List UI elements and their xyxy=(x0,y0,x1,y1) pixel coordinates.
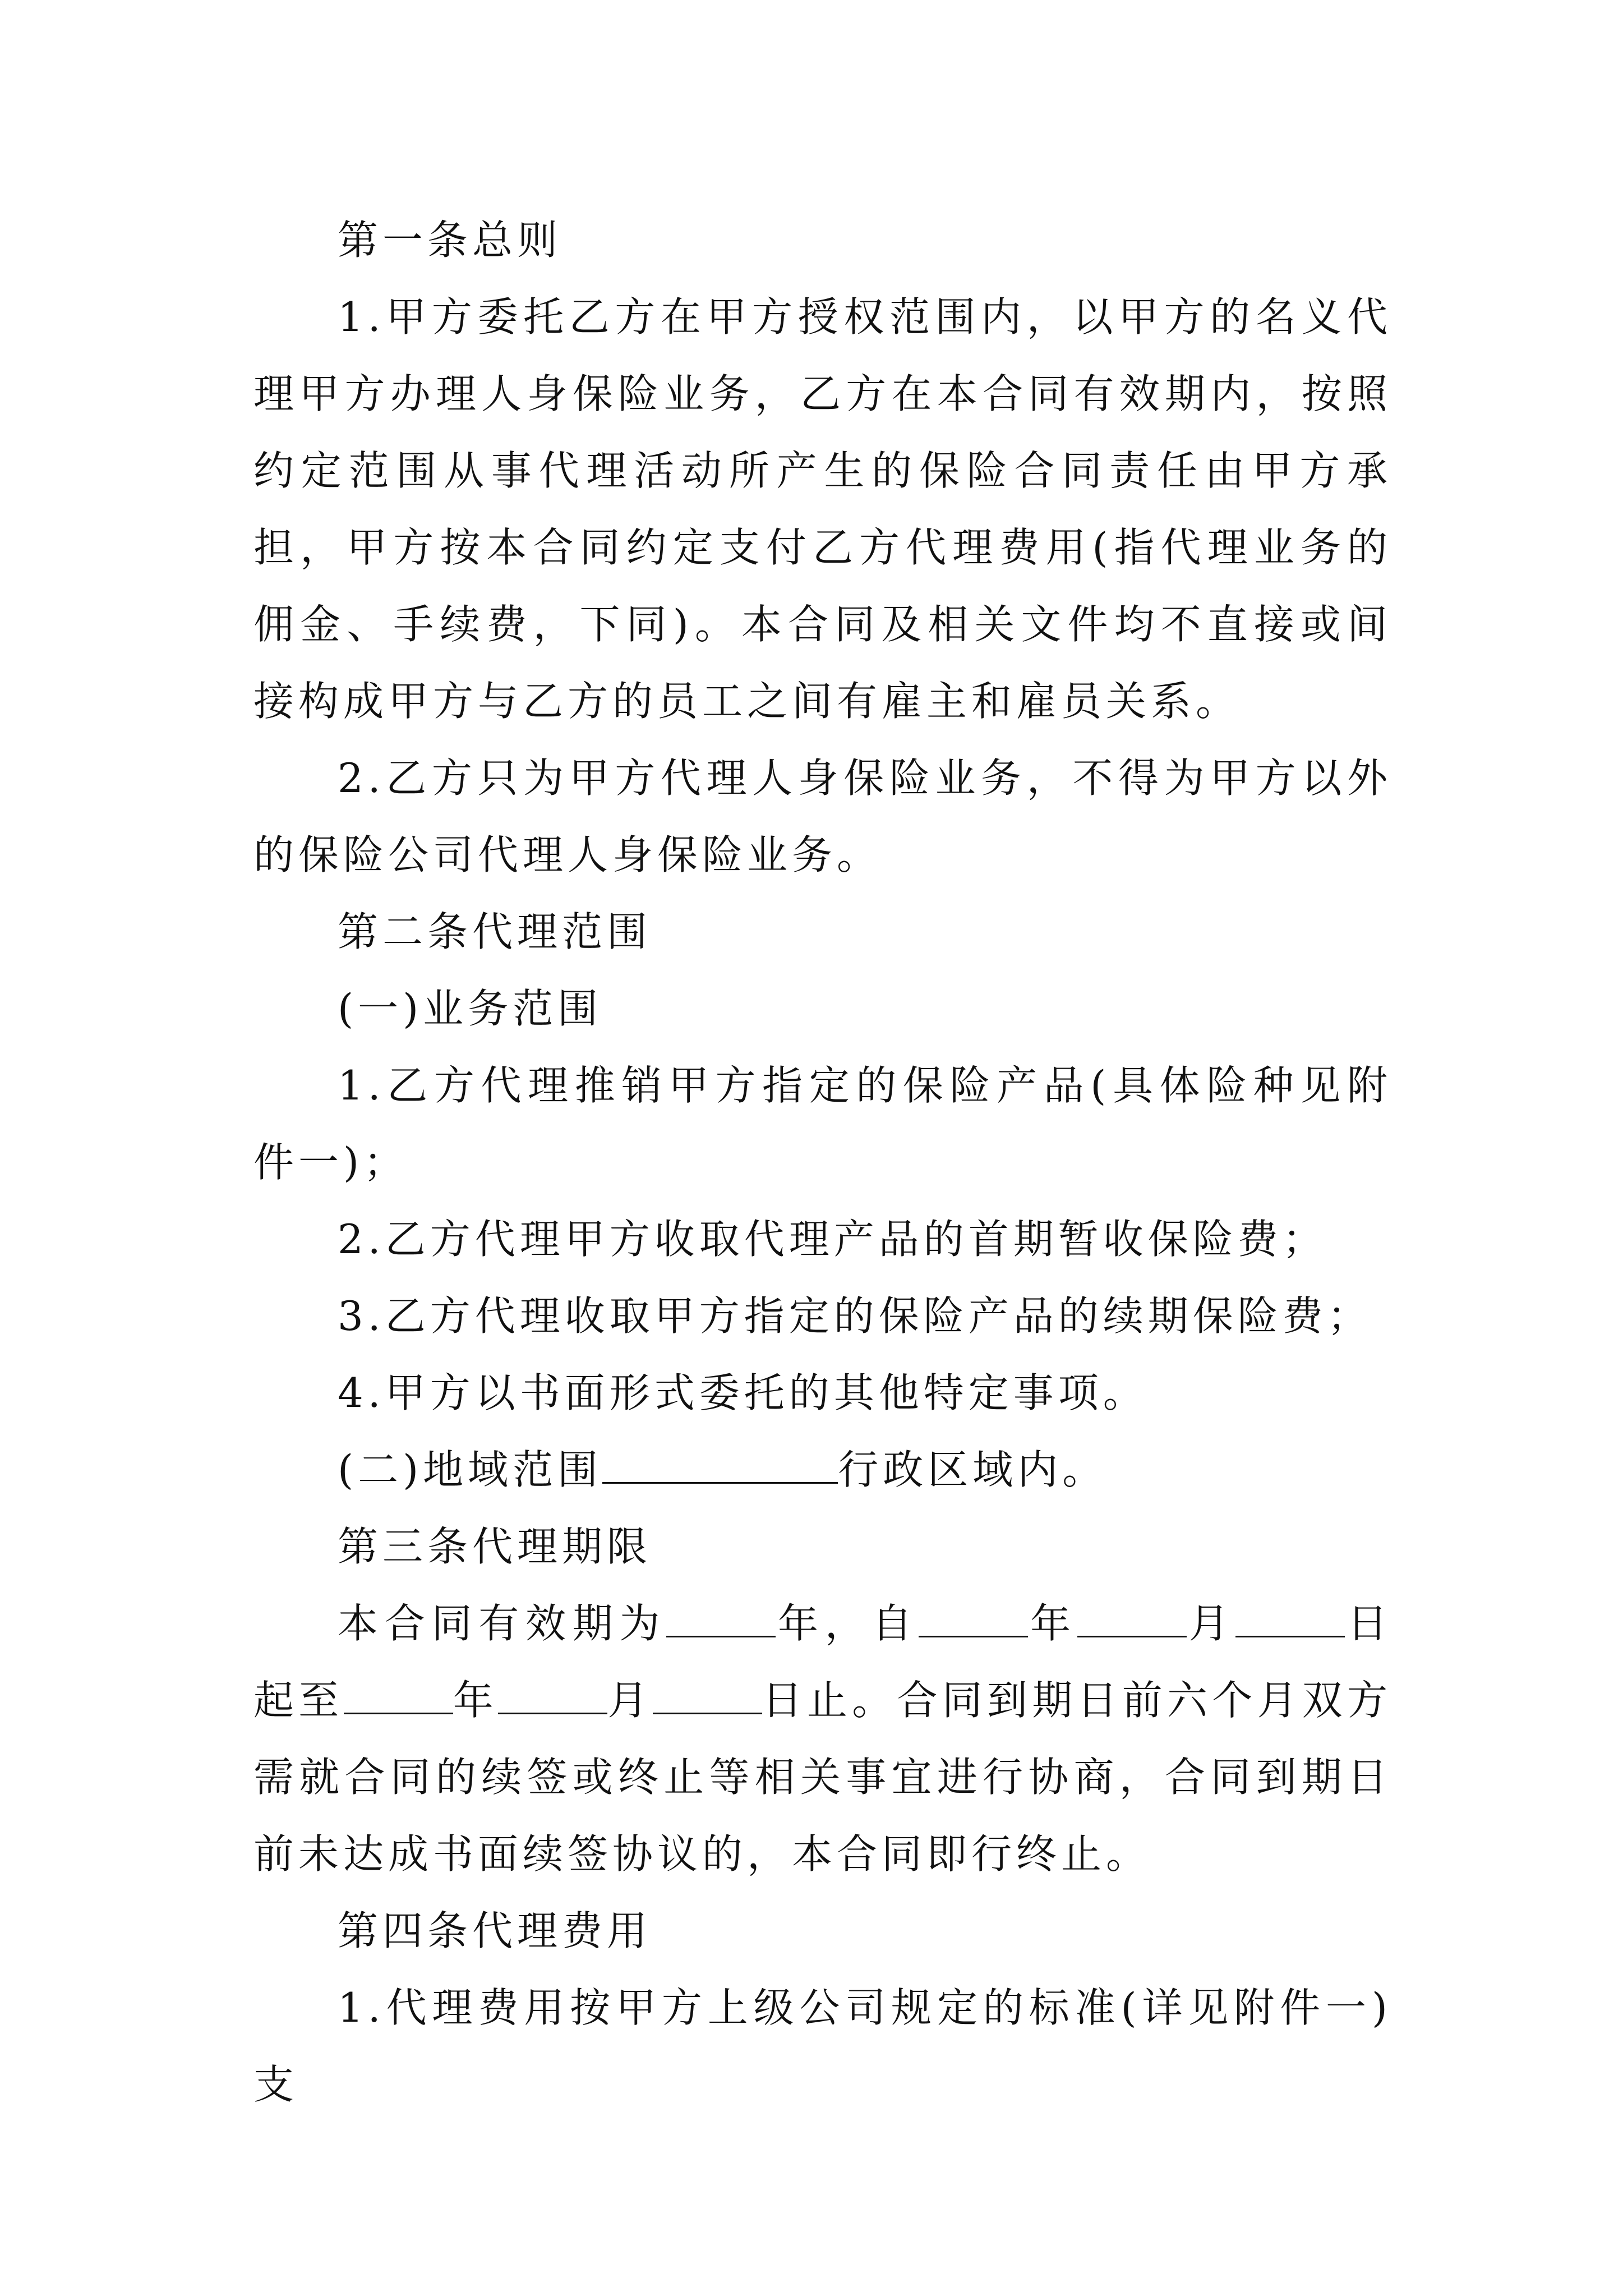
article-3-heading: 第三条代理期限 xyxy=(338,1523,652,1570)
term-text-5: 日起至 xyxy=(253,1600,1392,1724)
start-month-blank xyxy=(1077,1602,1187,1637)
term-text-6: 年 xyxy=(453,1677,498,1724)
region-prefix: (二)地域范围 xyxy=(338,1446,603,1493)
article-1-clause-2: 2.乙方只为甲方代理人身保险业务，不得为甲方以外的保险公司代理人身保险业务。 xyxy=(253,754,1392,878)
end-day-blank xyxy=(653,1679,762,1714)
business-scope-heading: (一)业务范围 xyxy=(338,985,603,1032)
region-scope xyxy=(253,1432,1392,1508)
term-text-2: 年，自 xyxy=(776,1600,919,1647)
scope-item-2: 2.乙方代理甲方收取代理产品的首期暂收保险费； xyxy=(338,1216,1327,1263)
term-text-7: 月 xyxy=(607,1677,653,1724)
article-1-clause-1: 1.甲方委托乙方在甲方授权范围内，以甲方的名义代理甲方办理人身保险业务，乙方在本合同有效期内，按照约定范围从事代理活动所产生的保险合同责任由甲方承担，甲方按本合同约定支付乙方代理费用(指代理业务的佣金、手续费，下同)。本合同及相关文件均不直接或间接构成甲方与乙方的员工之间有雇主和雇员关系。 xyxy=(253,293,1392,725)
scope-item-4: 4.甲方以书面形式委托的其他特定事项。 xyxy=(338,1369,1148,1416)
article-2-heading: 第二条代理范围 xyxy=(338,908,652,955)
term-paragraph xyxy=(253,1585,1392,1893)
document-body xyxy=(253,202,1392,2123)
term-text-3: 年 xyxy=(1028,1600,1077,1647)
term-years-blank xyxy=(666,1602,776,1637)
start-day-blank xyxy=(1235,1602,1345,1637)
scope-item-3: 3.乙方代理收取甲方指定的保险产品的续期保险费； xyxy=(338,1292,1372,1340)
start-year-blank xyxy=(919,1602,1028,1637)
fee-clause-1: 1.代理费用按甲方上级公司规定的标准(详见附件一)支 xyxy=(253,1984,1392,2108)
article-1-heading: 第一条总则 xyxy=(338,217,562,264)
term-text-8: 日止。合同到期日前六个月双方需就合同的续签或终止等相关事宜进行协商，合同到期日前未达成书面续签协议的，本合同即行终止。 xyxy=(253,1677,1392,1878)
term-text-1: 本合同有效期为 xyxy=(338,1600,667,1647)
end-year-blank xyxy=(344,1679,453,1714)
region-blank xyxy=(602,1448,838,1484)
scope-item-1: 1.乙方代理推销甲方指定的保险产品(具体险种见附件一)； xyxy=(253,1062,1392,1186)
article-4-heading: 第四条代理费用 xyxy=(338,1907,652,1954)
region-suffix: 行政区域内。 xyxy=(838,1446,1108,1493)
end-month-blank xyxy=(498,1679,607,1714)
term-text-4: 月 xyxy=(1186,1600,1236,1647)
